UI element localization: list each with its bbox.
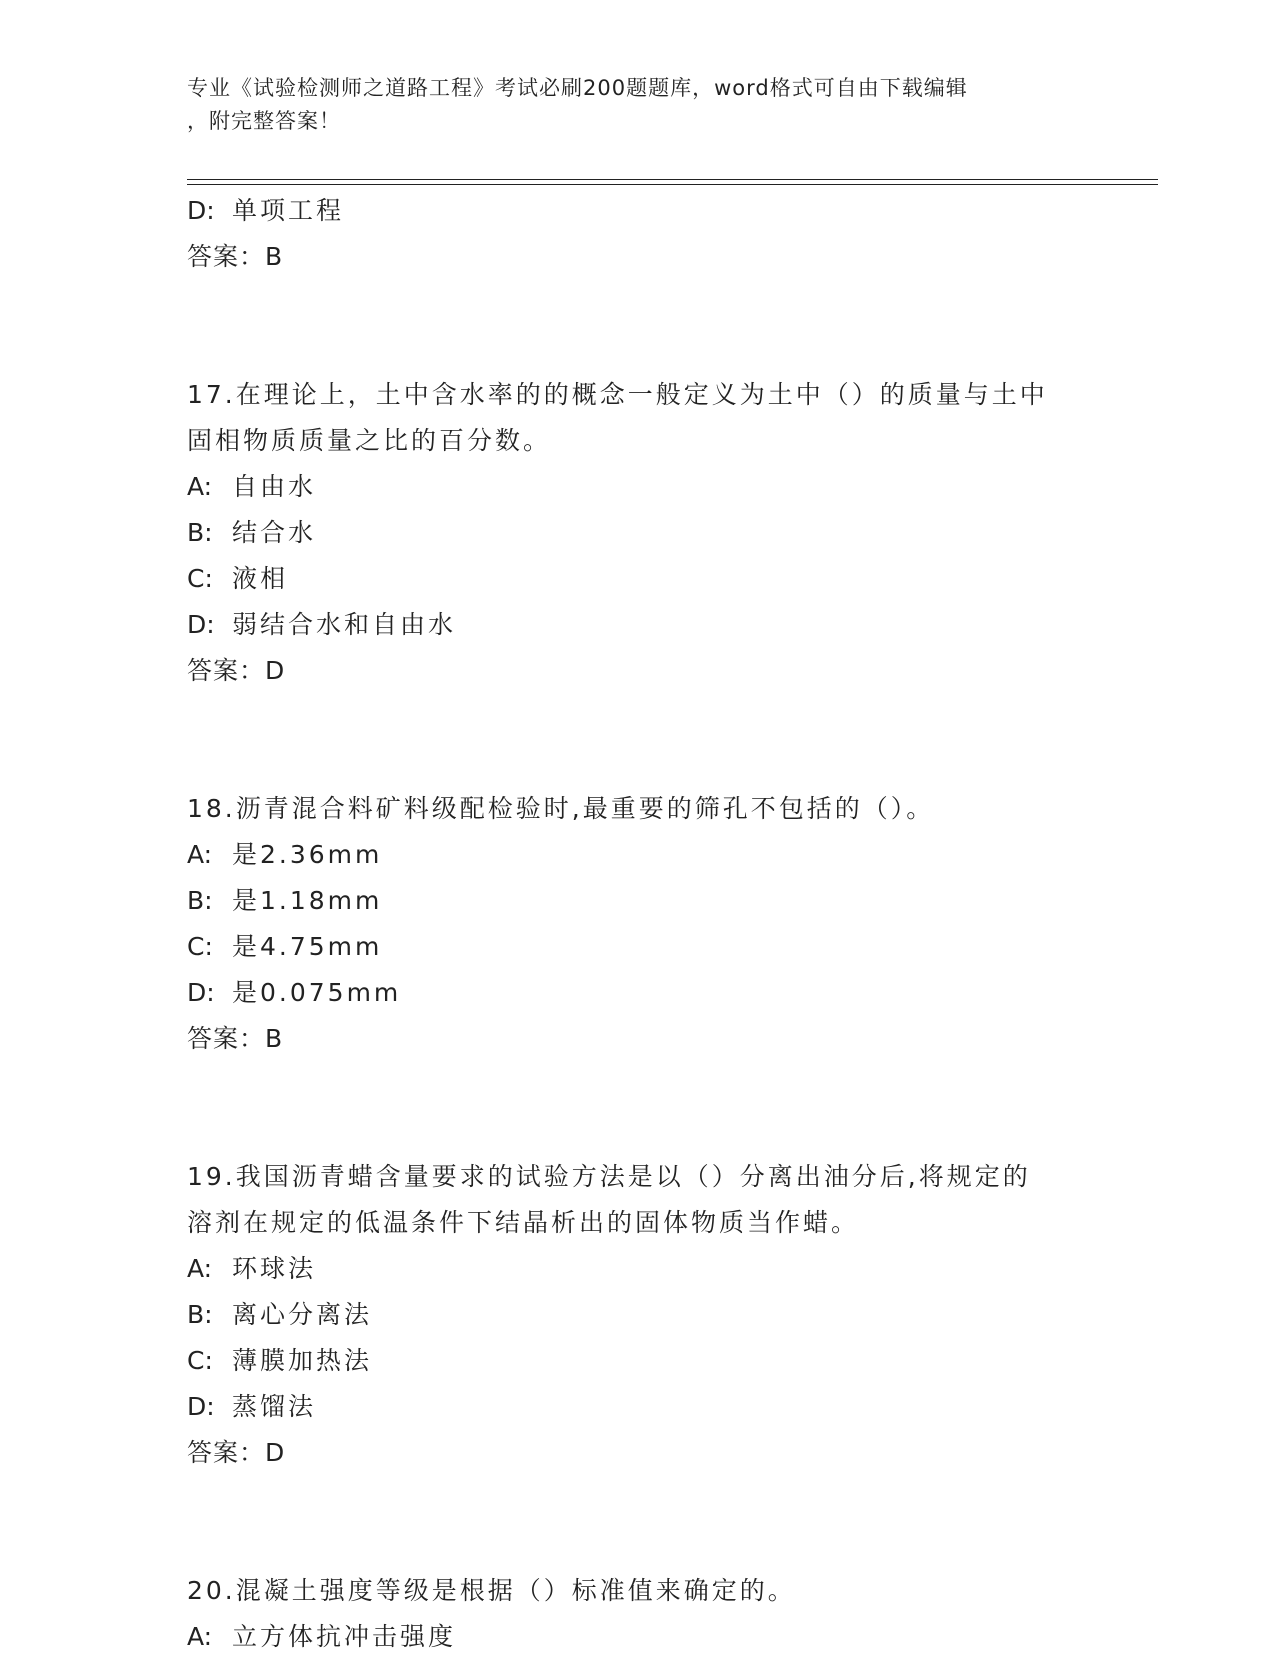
option-label: A: <box>187 1254 213 1283</box>
question-19 <box>187 1154 1147 1476</box>
question-text-line: 溶剂在规定的低温条件下结晶析出的固体物质当作蜡。 <box>187 1208 860 1237</box>
header-divider-top <box>187 179 1158 180</box>
option-a <box>187 832 1147 878</box>
option-label: A: <box>187 1622 213 1651</box>
answer-line: 答案：B <box>187 1024 284 1053</box>
question-text-line: 18.沥青混合料矿料级配检验时,最重要的筛孔不包括的（）。 <box>187 794 935 823</box>
option-d <box>187 970 1147 1016</box>
spacer <box>187 694 1147 786</box>
question-list <box>187 188 1147 1660</box>
option-b <box>187 510 1147 556</box>
option-label: B: <box>187 886 213 915</box>
header-title-line-2: ，附完整答案！ <box>187 109 341 133</box>
option-label: D: <box>187 978 215 1007</box>
question-text-line: 20.混凝土强度等级是根据（）标准值来确定的。 <box>187 1576 796 1605</box>
question-18 <box>187 786 1147 1062</box>
option-c <box>187 924 1147 970</box>
option-label: B: <box>187 1300 213 1329</box>
option-d <box>187 188 1147 234</box>
option-text: 薄膜加热法 <box>232 1346 373 1375</box>
option-label: A: <box>187 472 213 501</box>
option-text: 自由水 <box>232 472 317 501</box>
option-text: 是4.75mm <box>232 932 383 961</box>
answer-line: 答案：D <box>187 1438 286 1467</box>
option-a <box>187 1614 1147 1660</box>
document-header <box>187 72 1087 138</box>
question-17 <box>187 372 1147 694</box>
option-label: A: <box>187 840 213 869</box>
option-a <box>187 464 1147 510</box>
answer-line: 答案：D <box>187 656 286 685</box>
option-text: 是1.18mm <box>232 886 383 915</box>
question-text-line: 17.在理论上，土中含水率的的概念一般定义为土中（）的质量与土中 <box>187 380 1048 409</box>
option-b <box>187 878 1147 924</box>
question-text-line: 固相物质质量之比的百分数。 <box>187 426 552 455</box>
question-text-line: 19.我国沥青蜡含量要求的试验方法是以（）分离出油分后,将规定的 <box>187 1162 1031 1191</box>
option-text: 结合水 <box>232 518 317 547</box>
option-d <box>187 602 1147 648</box>
option-text: 是2.36mm <box>232 840 383 869</box>
header-divider-bottom <box>187 184 1158 185</box>
option-label: C: <box>187 564 213 593</box>
option-c <box>187 1338 1147 1384</box>
option-text: 蒸馏法 <box>232 1392 317 1421</box>
option-text: 环球法 <box>232 1254 317 1283</box>
option-text: 是0.075mm <box>232 978 402 1007</box>
option-text: 单项工程 <box>232 196 345 225</box>
option-text: 立方体抗冲击强度 <box>232 1622 457 1651</box>
answer-line: 答案：B <box>187 242 284 271</box>
option-label: D: <box>187 1392 215 1421</box>
question-20 <box>187 1568 1147 1660</box>
spacer <box>187 1476 1147 1568</box>
option-d <box>187 1384 1147 1430</box>
option-label: B: <box>187 518 213 547</box>
option-label: D: <box>187 610 215 639</box>
option-label: C: <box>187 1346 213 1375</box>
spacer <box>187 1062 1147 1154</box>
header-title-line-1: 专业《试验检测师之道路工程》考试必刷200题题库，word格式可自由下载编辑 <box>187 76 968 100</box>
spacer <box>187 280 1147 372</box>
option-c <box>187 556 1147 602</box>
option-a <box>187 1246 1147 1292</box>
option-text: 离心分离法 <box>232 1300 373 1329</box>
question-16-tail <box>187 188 1147 280</box>
option-text: 液相 <box>232 564 289 593</box>
option-b <box>187 1292 1147 1338</box>
option-text: 弱结合水和自由水 <box>232 610 457 639</box>
option-label: C: <box>187 932 213 961</box>
option-label: D: <box>187 196 215 225</box>
